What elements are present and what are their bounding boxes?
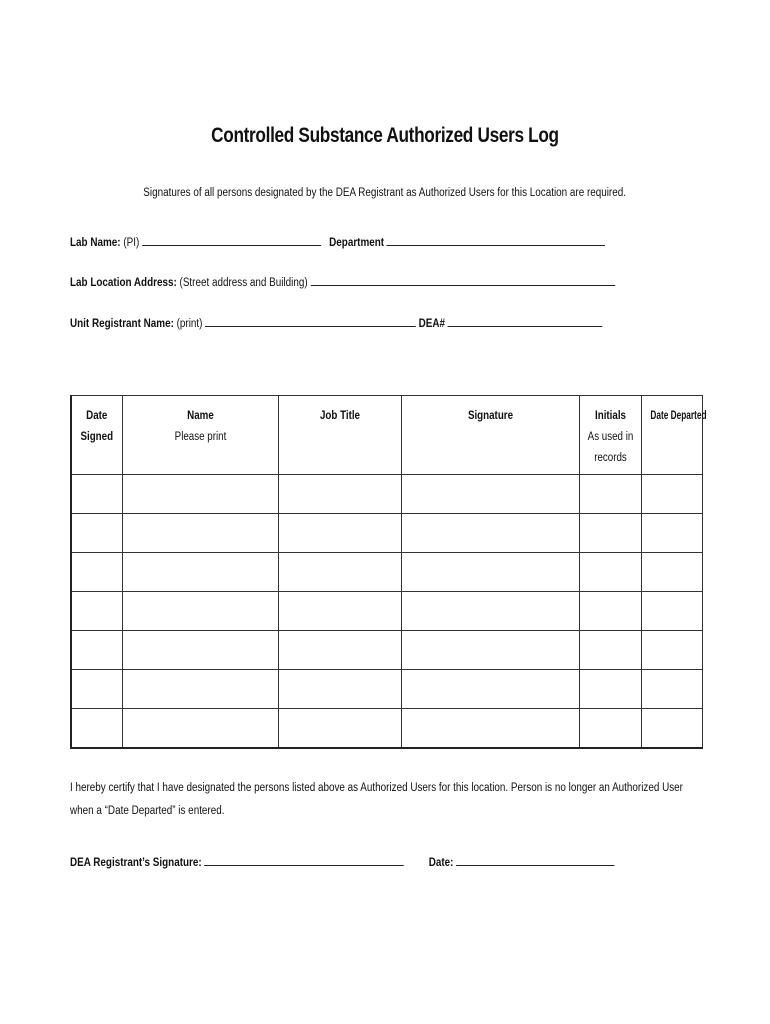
- initials-cell[interactable]: [579, 631, 641, 670]
- name-cell[interactable]: [122, 592, 278, 631]
- name-cell[interactable]: [122, 670, 278, 709]
- initials-cell[interactable]: [579, 553, 641, 592]
- table-row: [71, 709, 702, 749]
- lab-name-field[interactable]: [142, 235, 321, 246]
- col-header-name: Name Please print: [122, 396, 278, 475]
- department-field[interactable]: [387, 235, 605, 246]
- initials-cell[interactable]: [579, 670, 641, 709]
- dea-label: DEA#: [418, 318, 446, 330]
- lab-name-label: Lab Name:: [70, 237, 121, 249]
- date-signed-cell[interactable]: [71, 592, 122, 631]
- date-departed-cell[interactable]: [641, 514, 702, 553]
- lab-name-hint: (PI): [123, 237, 140, 249]
- job-title-cell[interactable]: [278, 553, 401, 592]
- job-title-cell[interactable]: [278, 592, 401, 631]
- certification-statement: I hereby certify that I have designated the persons listed above as Authorized Users for this location. Person is no longer an Authorized User when a “Date Departed” is entered.: [70, 782, 683, 817]
- initials-cell[interactable]: [579, 514, 641, 553]
- table-row: [71, 553, 702, 592]
- date-signed-cell[interactable]: [71, 709, 122, 749]
- date-departed-cell[interactable]: [641, 475, 702, 514]
- job-title-cell[interactable]: [278, 475, 401, 514]
- unit-registrant-row: [70, 316, 603, 330]
- lab-location-label: Lab Location Address:: [70, 277, 177, 289]
- date-label: Date:: [428, 857, 454, 869]
- job-title-cell[interactable]: [278, 514, 401, 553]
- unit-registrant-hint: (print): [176, 318, 203, 330]
- table-row: [71, 514, 702, 553]
- signature-cell[interactable]: [401, 631, 579, 670]
- department-label: Department: [329, 237, 385, 249]
- signature-cell[interactable]: [401, 475, 579, 514]
- initials-cell[interactable]: [579, 475, 641, 514]
- lab-location-hint: (Street address and Building): [179, 277, 308, 289]
- registrant-signature-row: [70, 855, 614, 869]
- name-cell[interactable]: [122, 553, 278, 592]
- signature-cell[interactable]: [401, 514, 579, 553]
- job-title-cell[interactable]: [278, 670, 401, 709]
- page-subtitle: Signatures of all persons designated by the DEA Registrant as Authorized Users for this Location are required.: [143, 187, 627, 199]
- table-row: [71, 592, 702, 631]
- initials-cell[interactable]: [579, 709, 641, 749]
- name-cell[interactable]: [122, 631, 278, 670]
- table-row: [71, 670, 702, 709]
- date-departed-cell[interactable]: [641, 670, 702, 709]
- date-signed-cell[interactable]: [71, 514, 122, 553]
- table-header-row: [71, 396, 702, 475]
- dea-number-field[interactable]: [448, 316, 603, 327]
- table-row: [71, 631, 702, 670]
- name-cell[interactable]: [122, 709, 278, 749]
- date-departed-cell[interactable]: [641, 592, 702, 631]
- table-row: [71, 475, 702, 514]
- signature-cell[interactable]: [401, 553, 579, 592]
- signature-cell[interactable]: [401, 670, 579, 709]
- job-title-cell[interactable]: [278, 709, 401, 749]
- date-signed-cell[interactable]: [71, 670, 122, 709]
- authorized-users-table: [70, 395, 707, 749]
- name-cell[interactable]: [122, 475, 278, 514]
- lab-location-field[interactable]: [310, 275, 614, 286]
- lab-name-row: [70, 235, 605, 249]
- job-title-cell[interactable]: [278, 631, 401, 670]
- signature-cell[interactable]: [401, 592, 579, 631]
- date-field[interactable]: [456, 855, 614, 866]
- col-header-job-title: Job Title: [278, 396, 401, 475]
- date-signed-cell[interactable]: [71, 631, 122, 670]
- lab-location-row: [70, 275, 615, 289]
- col-header-initials: Initials As used in records: [579, 396, 641, 475]
- unit-registrant-field[interactable]: [205, 316, 416, 327]
- col-header-date-signed: Date Signed: [71, 396, 122, 475]
- page-title: Controlled Substance Authorized Users Log: [211, 124, 559, 147]
- date-departed-cell[interactable]: [641, 553, 702, 592]
- unit-registrant-label: Unit Registrant Name:: [70, 318, 174, 330]
- col-header-signature: Signature: [401, 396, 579, 475]
- signature-cell[interactable]: [401, 709, 579, 749]
- date-signed-cell[interactable]: [71, 553, 122, 592]
- registrant-signature-label: DEA Registrant’s Signature:: [70, 857, 202, 869]
- name-cell[interactable]: [122, 514, 278, 553]
- initials-cell[interactable]: [579, 592, 641, 631]
- date-signed-cell[interactable]: [71, 475, 122, 514]
- date-departed-cell[interactable]: [641, 631, 702, 670]
- date-departed-cell[interactable]: [641, 709, 702, 749]
- col-header-date-departed: Date Departed: [641, 396, 702, 475]
- registrant-signature-field[interactable]: [204, 855, 404, 866]
